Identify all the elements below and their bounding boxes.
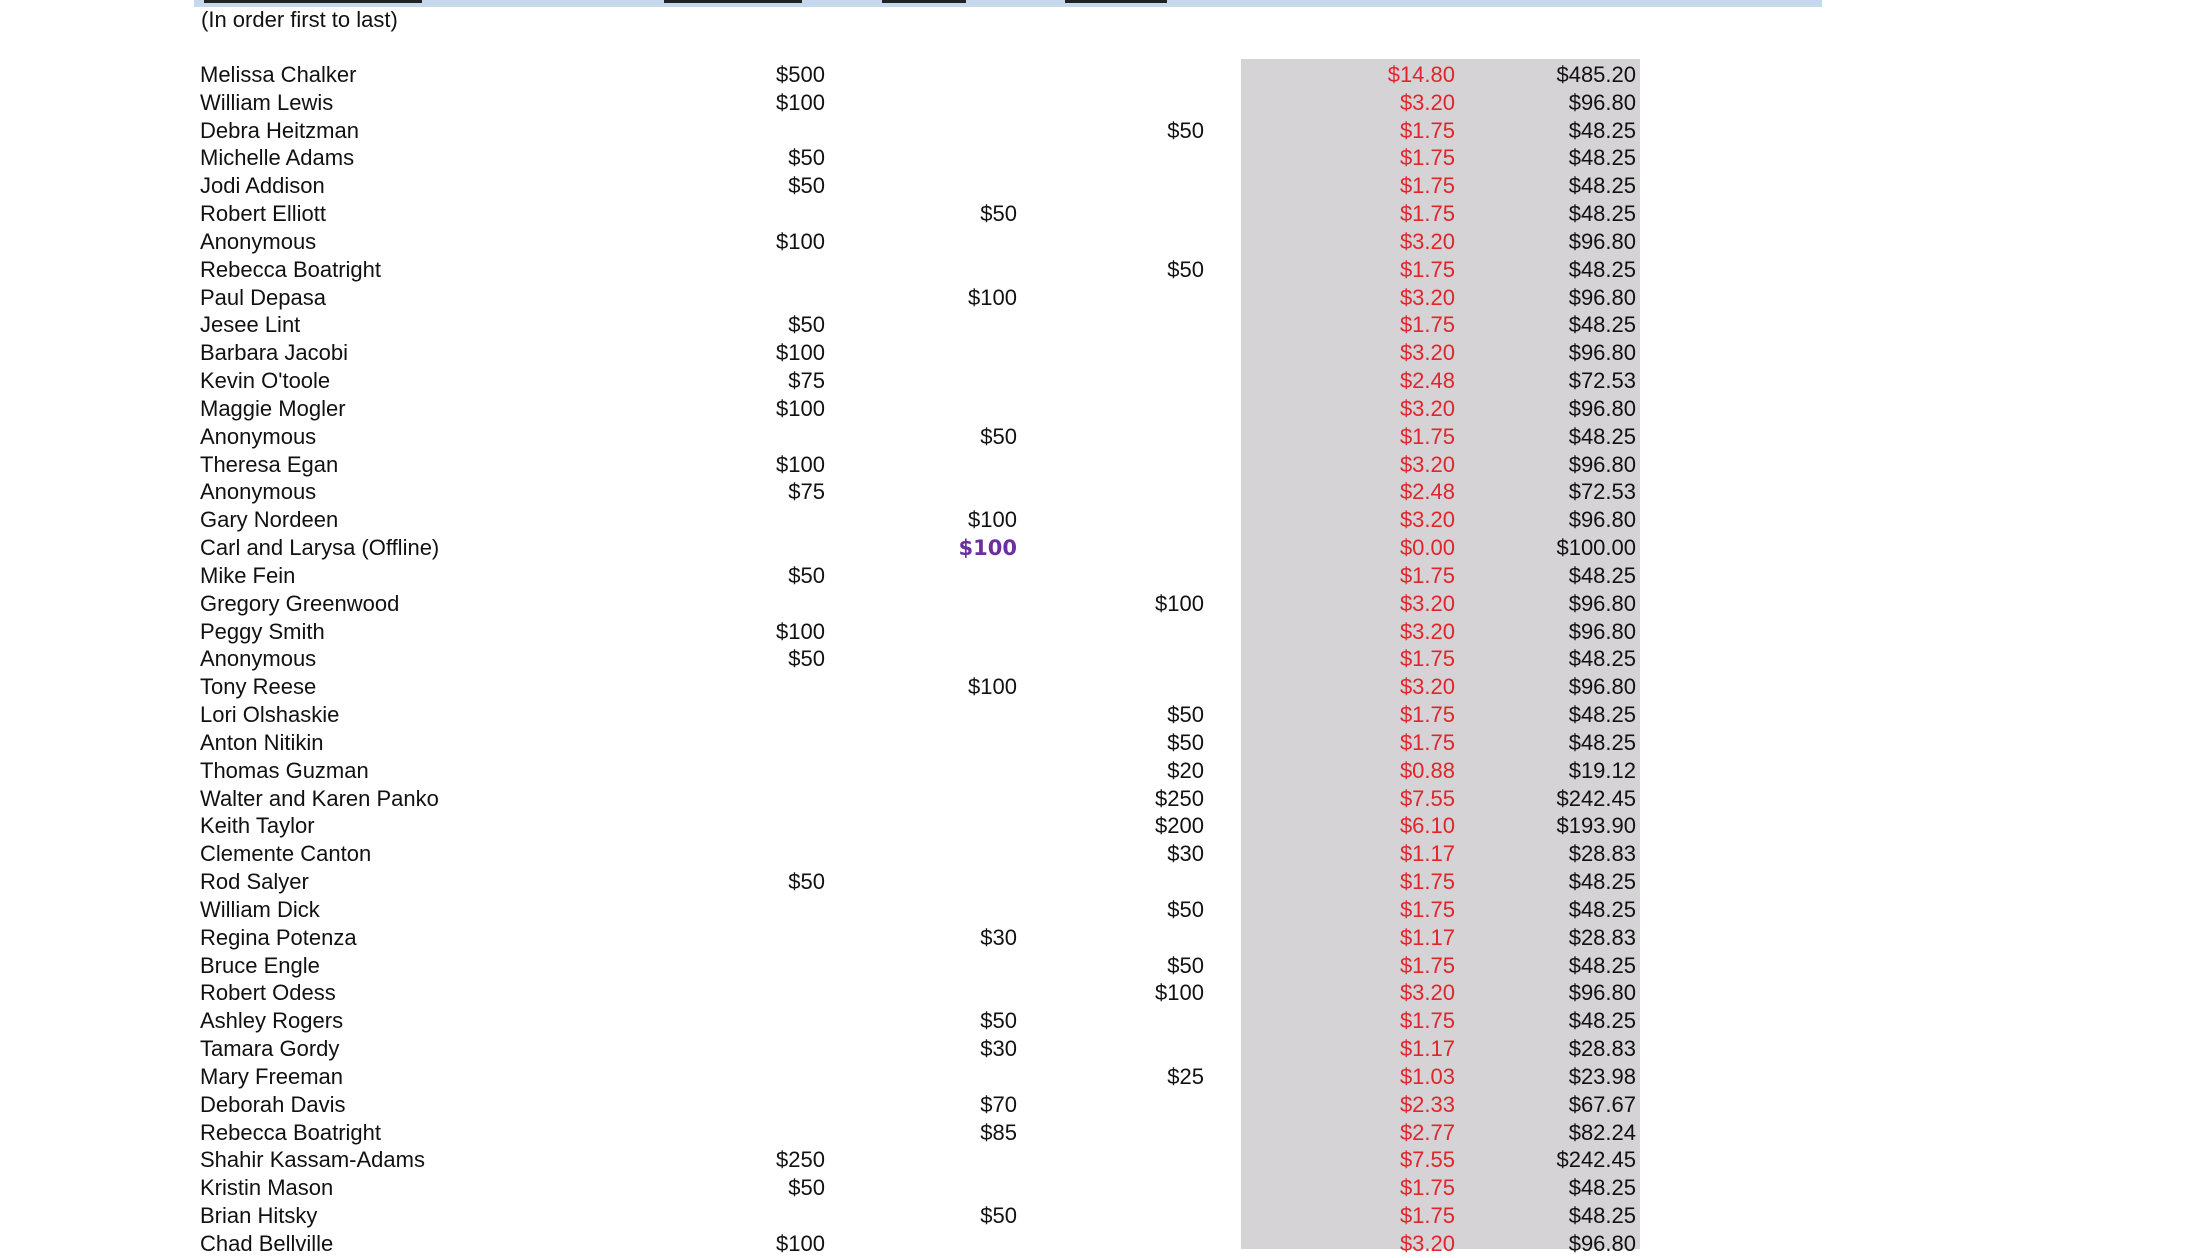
fee-amount: $1.75 <box>1399 145 1455 171</box>
amount-col-3: $100 <box>1155 980 1204 1006</box>
amount-col-2: $50 <box>980 201 1017 227</box>
header-tab-4 <box>1065 0 1167 3</box>
fee-amount: $1.75 <box>1399 1175 1455 1201</box>
fee-amount: $1.75 <box>1399 869 1455 895</box>
donor-name: William Lewis <box>200 89 334 115</box>
donor-name: Gary Nordeen <box>200 507 339 533</box>
table-row <box>0 924 2200 952</box>
fee-amount: $1.75 <box>1399 729 1455 755</box>
fee-amount: $3.20 <box>1399 284 1455 310</box>
net-amount: $48.25 <box>1568 1008 1636 1034</box>
net-amount: $48.25 <box>1568 312 1636 338</box>
amount-col-2: $50 <box>980 1008 1017 1034</box>
amount-col-1: $100 <box>776 451 825 477</box>
net-amount: $96.80 <box>1568 1230 1636 1256</box>
net-amount: $96.80 <box>1568 507 1636 533</box>
net-amount: $23.98 <box>1568 1063 1636 1089</box>
table-row <box>0 1230 2200 1258</box>
net-amount: $28.83 <box>1568 924 1636 950</box>
table-row <box>0 896 2200 924</box>
net-amount: $96.80 <box>1568 451 1636 477</box>
amount-col-2: $50 <box>980 423 1017 449</box>
fee-amount: $1.75 <box>1399 562 1455 588</box>
table-row <box>0 478 2200 506</box>
table-row <box>0 256 2200 284</box>
donor-name: Deborah Davis <box>200 1091 346 1117</box>
donor-name: Rod Salyer <box>200 869 309 895</box>
net-amount: $48.25 <box>1568 952 1636 978</box>
amount-col-3: $50 <box>1167 896 1204 922</box>
table-row <box>0 339 2200 367</box>
donor-name: Mary Freeman <box>200 1063 344 1089</box>
donor-name: Tony Reese <box>200 674 317 700</box>
fee-amount: $1.75 <box>1399 117 1455 143</box>
fee-amount: $1.75 <box>1399 646 1455 672</box>
net-amount: $28.83 <box>1568 841 1636 867</box>
net-amount: $28.83 <box>1568 1036 1636 1062</box>
table-row <box>0 200 2200 228</box>
net-amount: $96.80 <box>1568 340 1636 366</box>
fee-amount: $2.33 <box>1399 1091 1455 1117</box>
table-row <box>0 367 2200 395</box>
amount-col-1: $50 <box>788 562 825 588</box>
donor-name: Bruce Engle <box>200 952 320 978</box>
fee-amount: $3.20 <box>1399 590 1455 616</box>
fee-amount: $1.75 <box>1399 423 1455 449</box>
amount-col-1: $250 <box>776 1147 825 1173</box>
donor-name: Tamara Gordy <box>200 1036 340 1062</box>
fee-amount: $1.75 <box>1399 173 1455 199</box>
donor-name: Thomas Guzman <box>200 757 369 783</box>
net-amount: $48.25 <box>1568 256 1636 282</box>
net-amount: $48.25 <box>1568 729 1636 755</box>
donor-name: Kristin Mason <box>200 1175 334 1201</box>
net-amount: $100.00 <box>1556 535 1636 561</box>
amount-col-3: $30 <box>1167 841 1204 867</box>
donor-name: Melissa Chalker <box>200 62 357 87</box>
amount-col-3: $25 <box>1167 1063 1204 1089</box>
donor-name: Robert Elliott <box>200 201 326 227</box>
amount-col-1: $100 <box>776 228 825 254</box>
donor-name: Jodi Addison <box>200 173 325 199</box>
net-amount: $96.80 <box>1568 618 1636 644</box>
fee-amount: $3.20 <box>1399 228 1455 254</box>
donor-name: Barbara Jacobi <box>200 340 348 366</box>
donor-name: Walter and Karen Panko <box>200 785 439 811</box>
amount-col-2: $30 <box>980 1036 1017 1062</box>
amount-col-1: $100 <box>776 618 825 644</box>
amount-col-3: $50 <box>1167 952 1204 978</box>
donor-name: Robert Odess <box>200 980 336 1006</box>
donor-name: Ashley Rogers <box>200 1008 344 1034</box>
table-row <box>0 952 2200 980</box>
fee-amount: $3.20 <box>1399 507 1455 533</box>
table-row <box>0 228 2200 256</box>
fee-amount: $0.88 <box>1399 757 1455 783</box>
table-row <box>0 89 2200 117</box>
donor-name: Anonymous <box>200 479 317 505</box>
table-row <box>0 673 2200 701</box>
fee-amount: $7.55 <box>1399 1147 1455 1173</box>
net-amount: $67.67 <box>1568 1091 1636 1117</box>
amount-col-2: $85 <box>980 1119 1017 1145</box>
donor-name: Anonymous <box>200 423 317 449</box>
donor-name: Brian Hitsky <box>200 1203 318 1229</box>
table-row <box>0 701 2200 729</box>
fee-amount: $1.75 <box>1399 1008 1455 1034</box>
amount-col-2: $100 <box>968 507 1017 533</box>
header-tab-1 <box>204 0 422 3</box>
amount-col-2: $50 <box>980 1203 1017 1229</box>
table-row <box>0 1119 2200 1147</box>
net-amount: $48.25 <box>1568 1175 1636 1201</box>
donor-name: Peggy Smith <box>200 618 325 644</box>
amount-col-1: $100 <box>776 395 825 421</box>
net-amount: $48.25 <box>1568 869 1636 895</box>
amount-col-1: $100 <box>776 1230 825 1256</box>
table-row <box>0 1007 2200 1035</box>
table-row <box>0 172 2200 200</box>
table-row <box>0 311 2200 339</box>
table-row <box>0 395 2200 423</box>
table-row <box>0 979 2200 1007</box>
fee-amount: $0.00 <box>1399 535 1455 561</box>
amount-col-3: $50 <box>1167 256 1204 282</box>
amount-col-2: $100 <box>968 674 1017 700</box>
fee-amount: $1.75 <box>1399 312 1455 338</box>
fee-amount: $2.48 <box>1399 479 1455 505</box>
donor-name: Anonymous <box>200 646 317 672</box>
table-row <box>0 868 2200 896</box>
net-amount: $48.25 <box>1568 562 1636 588</box>
amount-col-1: $100 <box>776 89 825 115</box>
amount-col-1: $75 <box>788 368 825 394</box>
amount-col-2: $30 <box>980 924 1017 950</box>
table-row <box>0 562 2200 590</box>
amount-col-3: $250 <box>1155 785 1204 811</box>
fee-amount: $14.80 <box>1387 62 1455 87</box>
amount-col-3: $100 <box>1155 590 1204 616</box>
fee-amount: $1.17 <box>1399 841 1455 867</box>
fee-amount: $7.55 <box>1399 785 1455 811</box>
fee-amount: $1.17 <box>1399 1036 1455 1062</box>
net-amount: $96.80 <box>1568 89 1636 115</box>
table-row <box>0 645 2200 673</box>
donor-name: Anonymous <box>200 228 317 254</box>
net-amount: $96.80 <box>1568 284 1636 310</box>
fee-amount: $2.77 <box>1399 1119 1455 1145</box>
fee-amount: $3.20 <box>1399 618 1455 644</box>
net-amount: $242.45 <box>1556 785 1636 811</box>
net-amount: $242.45 <box>1556 1147 1636 1173</box>
donor-name: Shahir Kassam-Adams <box>200 1147 425 1173</box>
table-row <box>0 506 2200 534</box>
donor-name: Regina Potenza <box>200 924 357 950</box>
amount-col-1: $50 <box>788 173 825 199</box>
amount-col-3: $200 <box>1155 813 1204 839</box>
net-amount: $48.25 <box>1568 145 1636 171</box>
net-amount: $72.53 <box>1568 368 1636 394</box>
table-row <box>0 534 2200 562</box>
donor-name: Keith Taylor <box>200 813 315 839</box>
table-row <box>0 284 2200 312</box>
fee-amount: $1.75 <box>1399 201 1455 227</box>
fee-amount: $2.48 <box>1399 368 1455 394</box>
donor-name: Jesee Lint <box>200 312 301 338</box>
fee-amount: $3.20 <box>1399 980 1455 1006</box>
fee-amount: $3.20 <box>1399 1230 1455 1256</box>
net-amount: $96.80 <box>1568 980 1636 1006</box>
amount-col-3: $50 <box>1167 117 1204 143</box>
fee-amount: $1.75 <box>1399 1203 1455 1229</box>
amount-col-2: $100 <box>968 284 1017 310</box>
donor-name: Chad Bellville <box>200 1230 334 1256</box>
fee-amount: $3.20 <box>1399 340 1455 366</box>
net-amount: $72.53 <box>1568 479 1636 505</box>
donor-name: Kevin O'toole <box>200 368 331 394</box>
donor-name: Clemente Canton <box>200 841 372 867</box>
table-row <box>0 618 2200 646</box>
fee-amount: $1.03 <box>1399 1063 1455 1089</box>
table-row <box>0 1035 2200 1063</box>
net-amount: $48.25 <box>1568 702 1636 728</box>
donor-name: Anton Nitikin <box>200 729 324 755</box>
amount-col-1: $500 <box>776 62 825 87</box>
donor-name: Lori Olshaskie <box>200 702 340 728</box>
table-row <box>0 590 2200 618</box>
amount-col-1: $50 <box>788 145 825 171</box>
donor-name: William Dick <box>200 896 320 922</box>
donor-name: Rebecca Boatright <box>200 1119 381 1145</box>
amount-col-3: $50 <box>1167 702 1204 728</box>
fee-amount: $3.20 <box>1399 395 1455 421</box>
amount-col-1: $100 <box>776 340 825 366</box>
net-amount: $48.25 <box>1568 423 1636 449</box>
donor-name: Paul Depasa <box>200 284 326 310</box>
table-row <box>0 729 2200 757</box>
header-tab-2 <box>664 0 802 3</box>
table-row <box>0 1063 2200 1091</box>
amount-col-1: $50 <box>788 869 825 895</box>
table-row <box>0 61 2200 89</box>
amount-col-1: $50 <box>788 312 825 338</box>
table-row <box>0 144 2200 172</box>
table-row <box>0 117 2200 145</box>
donor-name: Maggie Mogler <box>200 395 346 421</box>
table-row <box>0 1091 2200 1119</box>
amount-col-3: $50 <box>1167 729 1204 755</box>
amount-col-1: $50 <box>788 646 825 672</box>
fee-amount: $1.75 <box>1399 896 1455 922</box>
table-row <box>0 757 2200 785</box>
table-row <box>0 1174 2200 1202</box>
amount-col-1: $75 <box>788 479 825 505</box>
table-row <box>0 840 2200 868</box>
fee-amount: $1.17 <box>1399 924 1455 950</box>
net-amount: $96.80 <box>1568 590 1636 616</box>
order-note: (In order first to last) <box>201 7 398 32</box>
net-amount: $48.25 <box>1568 117 1636 143</box>
amount-col-2: $70 <box>980 1091 1017 1117</box>
fee-amount: $1.75 <box>1399 952 1455 978</box>
net-amount: $48.25 <box>1568 201 1636 227</box>
table-row <box>0 423 2200 451</box>
net-amount: $96.80 <box>1568 674 1636 700</box>
fee-amount: $1.75 <box>1399 256 1455 282</box>
table-row <box>0 785 2200 813</box>
donor-name: Carl and Larysa (Offline) <box>200 535 440 561</box>
table-row <box>0 451 2200 479</box>
fee-amount: $1.75 <box>1399 702 1455 728</box>
fee-amount: $3.20 <box>1399 89 1455 115</box>
donor-name: Theresa Egan <box>200 451 339 477</box>
fee-amount: $6.10 <box>1399 813 1455 839</box>
donor-name: Debra Heitzman <box>200 117 359 143</box>
header-band <box>194 0 1822 7</box>
net-amount: $96.80 <box>1568 395 1636 421</box>
amount-col-1: $50 <box>788 1175 825 1201</box>
fee-amount: $3.20 <box>1399 674 1455 700</box>
net-amount: $96.80 <box>1568 228 1636 254</box>
amount-col-2: $100 <box>958 536 1017 561</box>
net-amount: $485.20 <box>1556 62 1636 87</box>
table-row <box>0 1202 2200 1230</box>
donor-name: Rebecca Boatright <box>200 256 381 282</box>
net-amount: $48.25 <box>1568 646 1636 672</box>
donor-name: Michelle Adams <box>200 145 355 171</box>
donor-name: Mike Fein <box>200 562 296 588</box>
net-amount: $48.25 <box>1568 173 1636 199</box>
net-amount: $48.25 <box>1568 1203 1636 1229</box>
fee-amount: $3.20 <box>1399 451 1455 477</box>
donor-name: Gregory Greenwood <box>200 590 400 616</box>
header-tab-3 <box>882 0 966 3</box>
table-row <box>0 812 2200 840</box>
amount-col-3: $20 <box>1167 757 1204 783</box>
net-amount: $48.25 <box>1568 896 1636 922</box>
net-amount: $193.90 <box>1556 813 1636 839</box>
net-amount: $19.12 <box>1568 757 1636 783</box>
table-row <box>0 1146 2200 1174</box>
net-amount: $82.24 <box>1568 1119 1636 1145</box>
